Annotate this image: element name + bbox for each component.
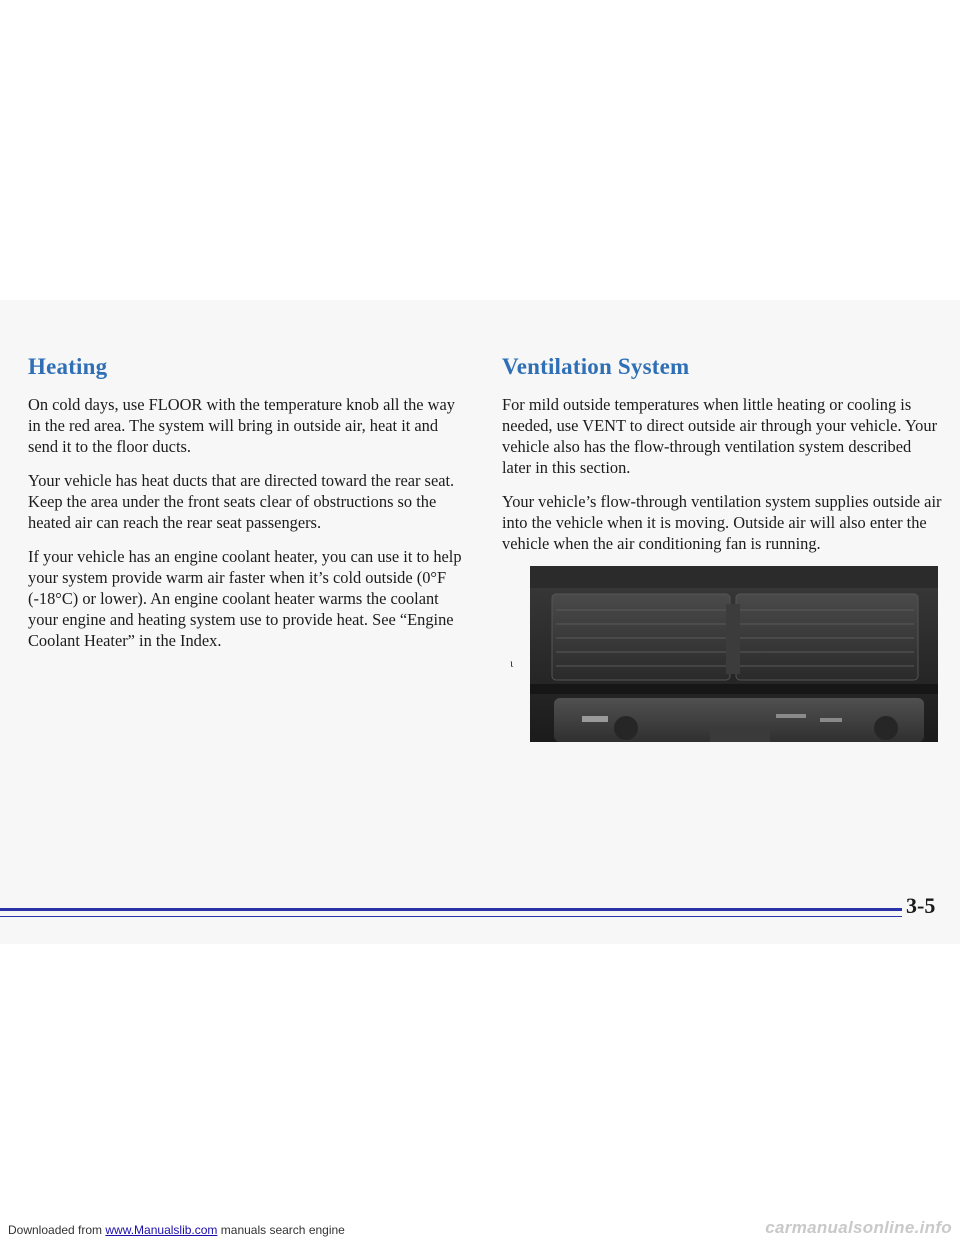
watermark-logo: carmanualsonline.info [765, 1218, 952, 1237]
heating-heading: Heating [28, 354, 108, 379]
heating-paragraph-2: Your vehicle has heat ducts that are directed toward the rear seat. Keep the area under the front seats clear of obstructions so the heated air can reach the rear seat passengers. [28, 471, 455, 532]
heating-paragraph-1: On cold days, use FLOOR with the temperature knob all the way in the red area. The system will bring in outside air, heat it and send it to the floor ducts. [28, 395, 455, 456]
dashboard-vent-photo [530, 566, 938, 742]
heating-paragraph-3: If your vehicle has an engine coolant heater, you can use it to help your system provide warm air faster when it’s cold outside (0°F (-18°C) or lower). An engine coolant heater warms the coolant your engine and heating system use to provide heat. See “Engine Coolant Heater” in the Index. [28, 547, 462, 650]
ventilation-paragraph-1: For mild outside temperatures when little heating or cooling is needed, use VENT to direct outside air through your vehicle. Your vehicle also has the flow-through ventilation system described later in this section. [502, 395, 938, 477]
heating-section [28, 350, 468, 664]
stray-mark: ι [510, 656, 514, 670]
download-footer [8, 1223, 345, 1237]
footer-suffix: manuals search engine [217, 1223, 345, 1237]
footer-rule-thin [0, 916, 902, 917]
manualslib-link[interactable]: www.Manualslib.com [105, 1223, 218, 1237]
page-number: 3-5 [906, 893, 936, 918]
ventilation-paragraph-2: Your vehicle’s flow-through ventilation system supplies outside air into the vehicle when it is moving. Outside air will also enter the vehicle when the air conditioning fan is running. [502, 492, 942, 553]
ventilation-heading: Ventilation System [502, 354, 690, 379]
footer-rule-thick [0, 908, 902, 911]
ventilation-section [502, 350, 942, 567]
footer-prefix: Downloaded from [8, 1223, 106, 1237]
